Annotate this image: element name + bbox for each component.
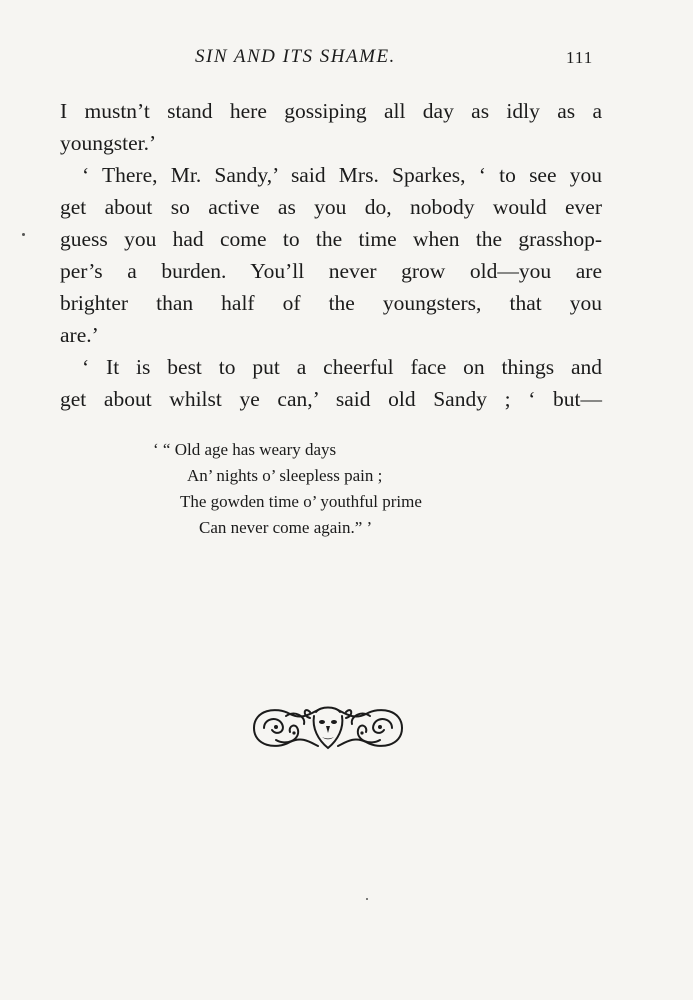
- body-line: ‘ There, Mr. Sandy,’ said Mrs. Sparkes, ‘ to see you: [82, 163, 602, 187]
- body-line: get about whilst ye can,’ said old Sandy ; ‘ but—: [60, 387, 602, 411]
- body-line: I mustn’t stand here gossiping all day as idly as a: [60, 99, 602, 123]
- body-line: per’s a burden. You’ll never grow old—you are: [60, 259, 602, 283]
- print-speck: [22, 233, 25, 236]
- verse-line: The gowden time o’ youthful prime: [180, 492, 422, 511]
- verse-line: ‘ “ Old age has weary days: [153, 440, 337, 459]
- tailpiece-ornament-icon: [246, 700, 410, 756]
- verse-line: Can never come again.” ’: [199, 518, 373, 537]
- running-title: SIN AND ITS SHAME.: [195, 46, 396, 67]
- verse-line: An’ nights o’ sleepless pain ;: [187, 466, 383, 485]
- body-line: brighter than half of the youngsters, that you: [60, 291, 602, 315]
- body-line: youngster.’: [60, 131, 157, 155]
- body-line: get about so active as you do, nobody would ever: [60, 195, 602, 219]
- body-line: ‘ It is best to put a cheerful face on things and: [82, 355, 602, 379]
- body-line: guess you had come to the time when the grasshop-: [60, 227, 602, 251]
- body-line: are.’: [60, 323, 99, 347]
- page-number: 111: [566, 48, 594, 67]
- print-speck: [366, 898, 368, 900]
